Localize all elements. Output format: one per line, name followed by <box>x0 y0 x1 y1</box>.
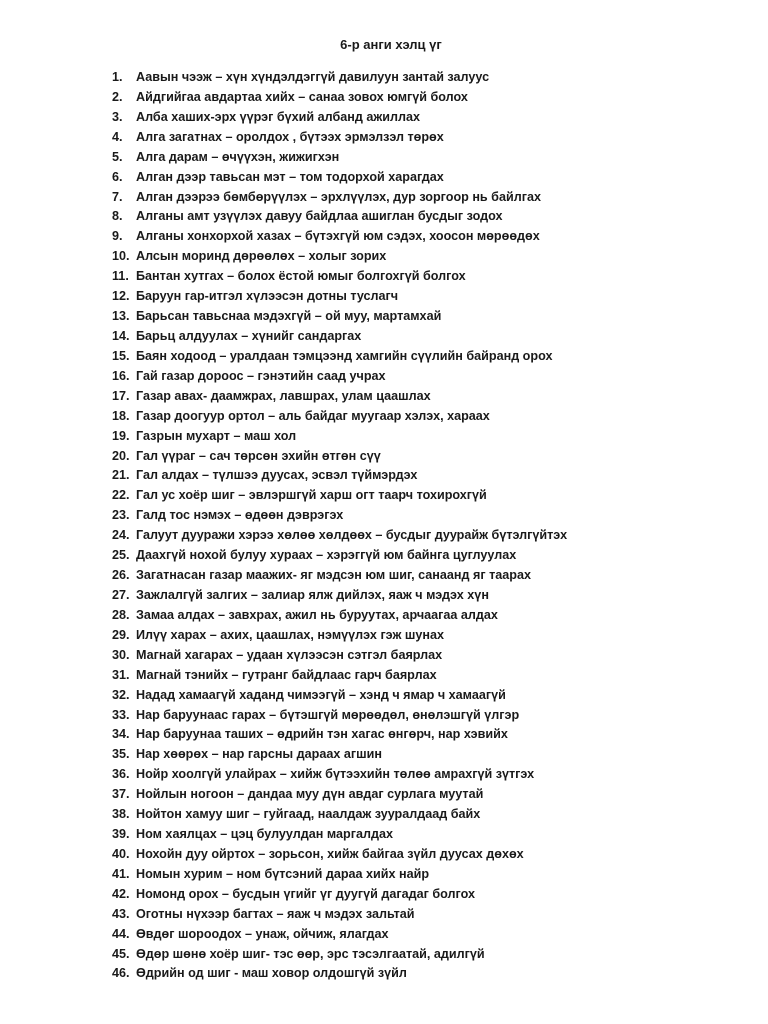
item-number: 36. <box>112 767 130 782</box>
item-number: 9. <box>112 229 123 244</box>
list-item <box>0 486 768 506</box>
item-text: Газар доогуур ортол – аль байдаг муугаар хэлэх, хараах <box>136 408 490 423</box>
list-item <box>0 247 768 267</box>
list-item <box>0 227 768 247</box>
item-text: Аавын чээж – хүн хүндэлдэггүй давилуун зантай залуус <box>136 70 490 84</box>
list-item <box>0 905 768 925</box>
list-item <box>0 347 768 367</box>
item-text: Нойлын ногоон – дандаа муу дүн авдаг сурлага муутай <box>136 787 484 802</box>
list-item <box>0 606 768 626</box>
list-item <box>0 526 768 546</box>
item-number: 42. <box>112 886 130 901</box>
item-text: Алба хаших-эрх үүрэг бүхий албанд ажиллах <box>136 109 421 124</box>
item-number: 3. <box>112 109 123 124</box>
item-text: Гал ус хоёр шиг – эвлэршгүй харш огт таарч тохирохгүй <box>136 488 487 503</box>
item-text: Алсын моринд дөрөөлөх – холыг зорих <box>136 249 387 264</box>
item-text: Гал алдах – түлшээ дуусах, эсвэл түймэрдэх <box>136 468 418 483</box>
item-text: Оготны нүхээр багтах – яаж ч мэдэх зальтай <box>136 906 415 921</box>
list-item <box>0 706 768 726</box>
document-title: 6-р анги хэлц үг <box>340 37 442 52</box>
list-item <box>0 108 768 128</box>
item-text: Нойтон хамуу шиг – гуйгаад, наалдаж зууралдаад байх <box>136 807 481 822</box>
item-number: 33. <box>112 707 130 722</box>
list-item <box>0 427 768 447</box>
item-number: 17. <box>112 388 130 403</box>
list-item <box>0 566 768 586</box>
item-number: 21. <box>112 468 130 483</box>
list-item <box>0 725 768 745</box>
item-number: 12. <box>112 289 130 304</box>
item-text: Барьсан тавьснаа мэдэхгүй – ой муу, мартамхай <box>136 309 442 324</box>
item-text: Алганы хонхорхой хазах – бүтэхгүй юм сэдэх, хоосон мөрөөдөх <box>136 229 540 244</box>
item-number: 18. <box>112 408 130 423</box>
list-item <box>0 68 768 88</box>
list-item <box>0 785 768 805</box>
list-item <box>0 267 768 287</box>
item-number: 28. <box>112 607 130 622</box>
idiom-list <box>0 68 768 984</box>
item-text: Номын хурим – ном бүтсэний дараа хийх найр <box>136 866 430 881</box>
list-item <box>0 466 768 486</box>
item-number: 30. <box>112 647 130 662</box>
list-item <box>0 207 768 227</box>
list-item <box>0 327 768 347</box>
list-item <box>0 945 768 965</box>
item-text: Магнай хагарах – удаан хүлээсэн сэтгэл баярлах <box>136 647 443 662</box>
list-item <box>0 925 768 945</box>
item-text: Алганы амт узүүлэх давуу байдлаа ашиглан бусдыг зодох <box>136 209 503 224</box>
item-text: Нар баруунаа таших – өдрийн тэн хагас өнгөрч, нар хэвийх <box>136 727 508 742</box>
item-text: Алга дарам – өчүүхэн, жижигхэн <box>136 149 340 164</box>
item-text: Алга загатнах – оролдох , бүтээх эрмэлзэл төрөх <box>136 129 444 144</box>
list-item <box>0 188 768 208</box>
item-text: Гал үүраг – сач төрсөн эхийн өтгөн сүү <box>136 448 381 463</box>
list-item <box>0 666 768 686</box>
item-number: 37. <box>112 787 130 802</box>
list-item <box>0 745 768 765</box>
item-number: 15. <box>112 348 130 363</box>
list-item <box>0 148 768 168</box>
item-text: Галуут дууражи хэрээ хөлөө хөлдөөх – бусдыг дуурайж бүтэлгүйтэх <box>136 528 568 543</box>
item-number: 41. <box>112 866 130 881</box>
item-text: Өвдөг шороодох – унаж, ойчиж, ялагдах <box>136 926 389 941</box>
item-text: Нойр хоолгүй улайрах – хийж бүтээхийн төлөө амрахгүй зүтгэх <box>136 767 535 782</box>
item-number: 38. <box>112 807 130 822</box>
item-text: Замаа алдах – завхрах, ажил нь буруутах, арчаагаа алдах <box>136 607 498 622</box>
list-item <box>0 307 768 327</box>
item-text: Илүү харах – ахих, цаашлах, нэмүүлэх гэж шунах <box>136 627 445 642</box>
item-text: Гай газар дороос – гэнэтийн саад учрах <box>136 368 386 383</box>
item-number: 11. <box>112 269 129 284</box>
item-number: 35. <box>112 747 130 762</box>
list-item <box>0 845 768 865</box>
item-text: Нар баруунаас гарах – бүтэшгүй мөрөөдөл, өнөлэшгүй үлгэр <box>136 707 520 722</box>
item-number: 22. <box>112 488 130 503</box>
item-number: 8. <box>112 209 123 224</box>
item-text: Надад хамаагүй хаданд чимээгүй – хэнд ч ямар ч хамаагүй <box>136 687 506 702</box>
item-number: 10. <box>112 249 130 264</box>
list-item <box>0 447 768 467</box>
list-item <box>0 586 768 606</box>
item-number: 46. <box>112 966 130 981</box>
list-item <box>0 865 768 885</box>
item-number: 27. <box>112 587 130 602</box>
list-item <box>0 128 768 148</box>
item-text: Ном хаялцах – цэц булуулдан маргалдах <box>136 827 393 842</box>
list-item <box>0 88 768 108</box>
list-item <box>0 546 768 566</box>
list-item <box>0 626 768 646</box>
item-text: Даахгүй нохой булуу хураах – хэрэггүй юм байнга цуглуулах <box>136 548 517 563</box>
list-item <box>0 506 768 526</box>
item-number: 26. <box>112 568 130 583</box>
item-number: 13. <box>112 309 130 324</box>
item-number: 31. <box>112 667 130 682</box>
item-number: 14. <box>112 328 130 343</box>
list-item <box>0 765 768 785</box>
item-number: 1. <box>112 70 123 84</box>
item-number: 16. <box>112 368 130 383</box>
item-number: 2. <box>112 89 123 104</box>
item-number: 6. <box>112 169 123 184</box>
list-item <box>0 407 768 427</box>
item-number: 34. <box>112 727 130 742</box>
item-text: Баруун гар-итгэл хүлээсэн дотны туслагч <box>136 289 399 304</box>
item-text: Галд тос нэмэх – өдөөн дэврэгэх <box>136 508 344 523</box>
item-text: Загатнасан газар маажих- яг мэдсэн юм шиг, санаанд яг таарах <box>136 568 531 583</box>
item-number: 40. <box>112 846 130 861</box>
list-item <box>0 168 768 188</box>
item-text: Өдрийн од шиг - маш ховор олдошгүй зүйл <box>136 966 407 981</box>
item-text: Газар авах- даамжрах, лавшрах, улам цаашлах <box>136 388 431 403</box>
item-text: Алган дээр тавьсан мэт – том тодорхой харагдах <box>136 169 444 184</box>
item-number: 24. <box>112 528 130 543</box>
item-number: 45. <box>112 946 130 961</box>
item-number: 39. <box>112 827 130 842</box>
item-number: 23. <box>112 508 130 523</box>
item-number: 43. <box>112 906 130 921</box>
list-item <box>0 387 768 407</box>
list-item <box>0 646 768 666</box>
item-number: 4. <box>112 129 123 144</box>
item-text: Газрын мухарт – маш хол <box>136 428 297 443</box>
item-text: Зажлалгүй залгих – залиар ялж дийлэх, яаж ч мэдэх хүн <box>136 587 489 602</box>
item-number: 25. <box>112 548 130 563</box>
item-text: Баян ходоод – уралдаан тэмцээнд хамгийн сүүлийн байранд орох <box>136 348 553 363</box>
item-number: 20. <box>112 448 130 463</box>
item-text: Нар хөөрөх – нар гарсны дараах агшин <box>136 747 382 762</box>
item-text: Бантан хутгах – болох ёстой юмыг болгохгүй болгох <box>136 269 466 284</box>
item-number: 44. <box>112 926 130 941</box>
item-text: Номонд орох – бусдын үгийг үг дуугүй дагадаг болгох <box>136 886 475 901</box>
item-text: Магнай тэнийх – гутранг байдлаас гарч баярлах <box>136 667 437 682</box>
list-item <box>0 686 768 706</box>
list-item <box>0 805 768 825</box>
item-text: Айдгийгаа авдартаа хийх – санаа зовох юмгүй болох <box>136 89 468 104</box>
list-item <box>0 825 768 845</box>
list-item <box>0 287 768 307</box>
list-item <box>0 367 768 387</box>
list-item <box>0 885 768 905</box>
item-text: Алган дээрээ бөмбөрүүлэх – эрхлүүлэх, дур зоргоор нь байлгах <box>136 189 541 204</box>
item-number: 19. <box>112 428 130 443</box>
item-number: 32. <box>112 687 130 702</box>
item-text: Нохойн дуу ойртох – зорьсон, хийж байгаа зүйл дуусах дөхөх <box>136 846 524 861</box>
item-number: 29. <box>112 627 130 642</box>
item-number: 5. <box>112 149 123 164</box>
item-text: Барьц алдуулах – хүнийг сандаргах <box>136 328 362 343</box>
item-text: Өдөр шөнө хоёр шиг- тэс өөр, эрс тэсэлгаатай, адилгүй <box>136 946 485 961</box>
list-item <box>0 964 768 984</box>
item-number: 7. <box>112 189 123 204</box>
